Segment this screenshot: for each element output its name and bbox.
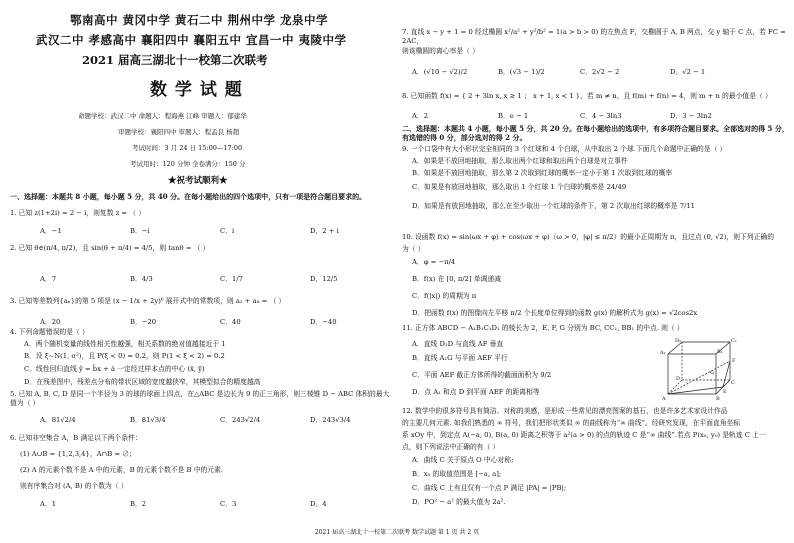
q12-option-b: B．x₀ 的取值范围是 [−a, a]; xyxy=(412,470,502,478)
q10-option-c: C．f(|x|) 的周期为 π xyxy=(412,292,477,300)
q6-option-b: B．2 xyxy=(130,500,147,508)
q3-option-b: B．−20 xyxy=(130,318,157,326)
q6-option-c: C．3 xyxy=(220,500,237,508)
q10-option-d: D．把函数 f(x) 的图像向左平移 π/2 个长度单位得到的函数 g(x) 的解析式为 g(x) = √2cos2x xyxy=(412,309,698,317)
cube-label-c: C xyxy=(731,380,735,386)
cube-label-c1: C₁ xyxy=(731,338,737,344)
q8-option-c: C．4 − 3ln3 xyxy=(580,112,622,120)
question-10-stem-2: 为（ ） xyxy=(402,245,425,253)
question-12-line-2: 的主要几何元素. 如我们熟悉的 ∞ 符号，我们把形状类似 ∞ 的曲线称为“∞ 曲线”。经研究发现，在平面直角坐标 xyxy=(402,419,741,427)
q7-option-c: C．2√2 − 2 xyxy=(580,68,620,76)
question-7-stem: 7. 直线 x − y + 1 = 0 经过椭圆 x²/a² + y²/b² = 1(a > b > 0) 的左焦点 F，交椭圆于 A, B 两点，交 y 轴于 C 点，若 FC = 2AC， xyxy=(402,28,786,45)
q3-option-c: C．40 xyxy=(220,318,241,326)
q8-option-d: D．3 − 3ln2 xyxy=(670,112,712,120)
q7-option-b: B．(√3 − 1)/2 xyxy=(498,68,545,76)
q9-option-c: C．如果是有放回地抽取，那么取出 1 个红球 1 个白球的概率是 24/49 xyxy=(412,183,627,191)
q12-option-d: D．PO² − a² 的最大值为 2a². xyxy=(412,498,506,506)
q7-option-a: A．(√10 − √2)/2 xyxy=(412,68,468,76)
cube-label-e: E xyxy=(723,389,727,395)
q4-option-c: C．线性回归直线 ŷ = b̂x + â 一定经过样本点的中心 (x̄, ȳ) xyxy=(24,365,205,373)
q4-option-d: D．在残差图中，残差点分布的带状区域的宽度越狭窄，其模型拟合的精度越高 xyxy=(24,378,261,386)
q1-option-a: A．−1 xyxy=(40,227,62,235)
q12-option-c: C．曲线 C 上有且仅有一个点 P 满足 |PA| = |PB|; xyxy=(412,484,567,492)
cube-label-a1: A₁ xyxy=(660,350,666,356)
q11-option-d: D．点 A₁ 和点 D 到平面 AEF 的距离相等 xyxy=(412,388,540,396)
question-5-stem: 5. 已知 A, B, C, D 是同一个半径为 3 的球的球面上四点，在△ABC 是边长为 9 的正三角形，则三棱锥 D − ABC 体积的最大值为（ ） xyxy=(10,390,390,407)
q4-option-b: B．设 ξ~N(1, σ²)，且 P(ξ < 0) = 0.2，则 P(1 < ξ < 2) = 0.2 xyxy=(24,352,225,360)
q1-option-b: B．−i xyxy=(130,227,150,235)
q2-option-a: A．7 xyxy=(40,275,57,283)
q2-option-d: D．12/5 xyxy=(310,275,338,283)
question-12-line-3: 系 xOy 中，到定点 A(−a, 0), B(a, 0) 距离之积等于 a²(a > 0) 的点的轨迹 C 是“∞ 曲线”.若点 P(x₀, y₀) 是轨迹 C 上一 xyxy=(402,431,766,439)
wish-line: ★祝考试顺利★ xyxy=(168,176,228,186)
subject-title: 数 学 试 题 xyxy=(150,80,243,100)
q3-option-d: D．−40 xyxy=(310,318,337,326)
q12-option-a: A．曲线 C 关于原点 O 中心对称; xyxy=(412,456,514,464)
q5-option-c: C．243√2/4 xyxy=(220,416,261,424)
cube-label-b1: B₁ xyxy=(717,349,723,355)
q10-option-a: A．φ = −π/4 xyxy=(412,258,456,266)
q11-option-c: C．平面 AEF 截正方体所得的截面面积为 9/2 xyxy=(412,371,552,379)
q6-option-d: D．4 xyxy=(310,500,327,508)
q6-question: 则有序集合对 (A, B) 的个数为（ ） xyxy=(20,482,128,490)
q11-option-b: B．直线 A₁G 与平面 AEF 平行 xyxy=(412,354,508,362)
cube-label-f: F xyxy=(732,358,736,364)
q4-option-a: A．两个随机变量的线性相关性越强，相关系数的绝对值越接近于 1 xyxy=(24,340,226,348)
q5-option-b: B．81√3/4 xyxy=(130,416,166,424)
question-3-stem: 3. 已知等差数列{aₙ}的第 5 项是 (x − 1/x + 2y)⁶ 展开式中的常数项，则 a₂ + a₈ = （ ） xyxy=(10,297,286,305)
q6-condition-1: (1) A∪B = {1,2,3,4}，A∩B = ∅； xyxy=(20,450,136,458)
q1-option-c: C．i xyxy=(220,227,235,235)
exam-title: 2021 届高三湖北十一校第二次联考 xyxy=(82,53,268,67)
q11-option-a: A．直线 D₁D 与直线 AF 垂直 xyxy=(412,340,504,348)
q6-condition-2: (2) A 的元素个数不是 A 中的元素，B 的元素个数不是 B 中的元素. xyxy=(20,466,224,474)
q9-option-a: A．如果是不放回地抽取，那么取出两个红球和取出两个白球是对立事件 xyxy=(412,157,628,165)
schools-line-1: 鄂南高中 黄冈中学 黄石二中 荆州中学 龙泉中学 xyxy=(70,13,329,27)
question-12-stem: 12. 数学中的很多符号具有简洁、对称的美感，是形成一些常见的漂亮图案的基石，也是许多艺术家设计作品 xyxy=(402,407,728,415)
committee-line-1: 命题学校：武汉二中 命题人：程海燕 江峰 审题人：郁建华 xyxy=(78,112,247,120)
schools-line-2: 武汉二中 孝感高中 襄阳四中 襄阳五中 宜昌一中 夷陵中学 xyxy=(36,33,347,47)
question-12-line-4: 点，则下列说法中正确的有（ ） xyxy=(402,443,500,451)
q5-option-a: A．81√2/4 xyxy=(40,416,76,424)
q2-option-b: B．4/3 xyxy=(130,275,153,283)
question-7-stem-2: 则该椭圆的离心率是（ ） xyxy=(402,47,479,55)
exam-time: 考试时间：3 月 24 日 15:00—17:00 xyxy=(132,144,243,152)
page-footer: 2021 届高三湖北十一校第二次联考 数学试题 第 1 页 共 2 页 xyxy=(314,529,480,536)
cube-label-d1: D₁ xyxy=(675,338,682,344)
q1-option-d: D．2 + i xyxy=(310,227,339,235)
q6-option-a: A．1 xyxy=(40,500,57,508)
question-8-stem: 8. 已知函数 f(x) = { 2 + 3ln x, x ≥ 1 ； x + 1, x < 1 }，若 m ≠ n，且 f(m) + f(n) = 4，则 m + n 的最小值是（ ） xyxy=(402,92,772,100)
q9-option-d: D．如果是有放回地抽取，那么在至少取出一个红球的条件下，第 2 次取出红球的概率是 7/11 xyxy=(412,202,696,210)
q2-option-c: C．1/7 xyxy=(220,275,243,283)
section-1-title: 一、选择题：本题共 8 小题，每小题 5 分，共 40 分。在每小题给出的四个选项中，只有一项是符合题目要求的。 xyxy=(10,192,367,201)
q9-option-b: B．如果是不放回地抽取，那么第 2 次取到红球的概率一定小于第 1 次取到红球的概率 xyxy=(412,169,673,177)
q5-option-d: D．243√3/4 xyxy=(310,416,351,424)
cube-label-d: D xyxy=(676,376,681,382)
question-10-stem: 10. 设函数 f(x) = sin(ωx + φ) + cos(ωx + φ)（ω > 0，|φ| ≤ π/2）的最小正周期为 π，且过点 (0, √2)，则下列正确的 xyxy=(402,233,774,241)
cube-label-a: A xyxy=(662,396,666,402)
q7-option-d: D．√2 − 1 xyxy=(670,68,706,76)
section-2-title: 二、选择题：本题共 4 小题，每小题 5 分，共 20 分。在每小题给出的选项中，有多项符合题目要求。全部选对的得 5 分，有选错的得 0 分，部分选对的得 2 分。 xyxy=(402,124,789,142)
question-11-stem: 11. 正方体 ABCD − A₁B₁C₁D₁ 的棱长为 2，E, F, G 分别为 BC, CC₁, BB₁ 的中点. 则（ ） xyxy=(402,324,684,332)
cube-label-g: G xyxy=(710,370,714,376)
question-2-stem: 2. 已知 θ∈(π/4, π/2)，且 sin(θ + π/4) = 4/5，则 tanθ = （ ） xyxy=(10,244,210,252)
cube-diagram xyxy=(660,336,738,402)
q10-option-b: B．f(x) 在 [0, π/2] 单调递减 xyxy=(412,275,501,283)
q8-option-a: A．2 xyxy=(412,112,429,120)
question-6-stem: 6. 已知非空集合 A，B 满足以下两个条件： xyxy=(10,434,142,442)
exam-duration: 考试用时：120 分钟 全卷满分：150 分 xyxy=(130,160,246,168)
q8-option-b: B．e − 1 xyxy=(498,112,529,120)
committee-line-2: 审题学校：襄阳四中 审题人：程孟良 杨超 xyxy=(118,128,240,136)
question-1-stem: 1. 已知 z(1+2i) = 2 − i，则复数 z = （ ） xyxy=(10,209,146,217)
question-9-stem: 9. 一个口袋中有大小形状完全相同的 3 个红球和 4 个白球，从中取出 2 个球.下面几个命题中正确的是（ ） xyxy=(402,145,727,153)
cube-label-b: B xyxy=(716,396,720,402)
q3-option-a: A．20 xyxy=(40,318,61,326)
question-4-stem: 4. 下列命题错误的是（ ） xyxy=(10,328,89,336)
